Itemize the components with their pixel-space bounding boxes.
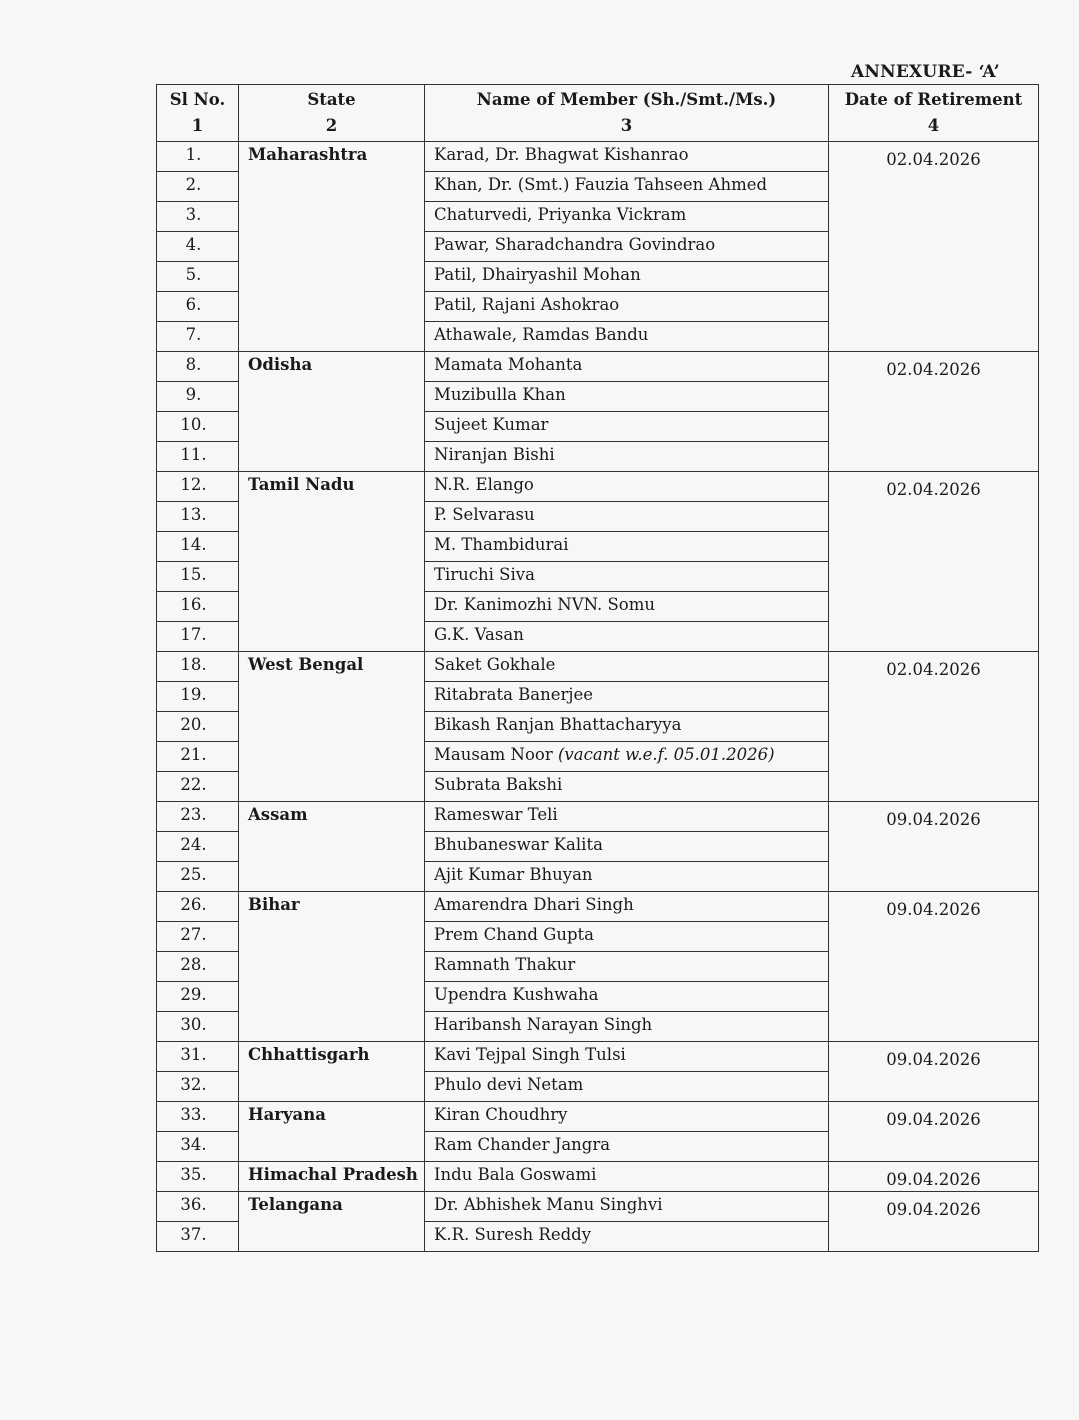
member-name: Saket Gokhale — [434, 655, 556, 674]
member-name-cell — [425, 322, 829, 352]
table-row — [157, 892, 1039, 922]
retirement-date-cell: 02.04.2026 — [829, 652, 1039, 802]
state-cell: Bihar — [239, 892, 425, 1042]
serial-number-cell: 21. — [157, 742, 239, 772]
state-cell: West Bengal — [239, 652, 425, 802]
member-name: Bikash Ranjan Bhattacharyya — [434, 715, 682, 734]
state-cell: Maharashtra — [239, 142, 425, 352]
serial-number-cell: 27. — [157, 922, 239, 952]
member-name-cell — [425, 772, 829, 802]
member-name: K.R. Suresh Reddy — [434, 1225, 592, 1244]
retirement-date-cell: 02.04.2026 — [829, 472, 1039, 652]
serial-number-cell: 1. — [157, 142, 239, 172]
serial-number-cell: 10. — [157, 412, 239, 442]
member-name: Mamata Mohanta — [434, 355, 583, 374]
header-state-number: 2 — [325, 116, 338, 135]
serial-number-cell: 9. — [157, 382, 239, 412]
member-name-cell — [425, 892, 829, 922]
member-name-cell — [425, 262, 829, 292]
header-retirement-date — [829, 85, 1039, 142]
serial-number-cell: 5. — [157, 262, 239, 292]
serial-number-cell: 34. — [157, 1132, 239, 1162]
member-name: Chaturvedi, Priyanka Vickram — [434, 205, 687, 224]
retirement-date-cell: 09.04.2026 — [829, 802, 1039, 892]
serial-number-cell: 31. — [157, 1042, 239, 1072]
header-state — [239, 85, 425, 142]
member-name-cell — [425, 382, 829, 412]
member-name: Subrata Bakshi — [434, 775, 563, 794]
member-name-cell — [425, 982, 829, 1012]
serial-number-cell: 22. — [157, 772, 239, 802]
table-row — [157, 352, 1039, 382]
member-name: G.K. Vasan — [434, 625, 524, 644]
member-name-cell — [425, 292, 829, 322]
member-name-cell — [425, 1222, 829, 1252]
annexure-label: ANNEXURE- ‘A’ — [851, 62, 1000, 82]
header-retirement-date-label: Date of Retirement — [844, 90, 1023, 109]
member-name-cell — [425, 1132, 829, 1162]
serial-number-cell: 14. — [157, 532, 239, 562]
serial-number-cell: 12. — [157, 472, 239, 502]
member-name-cell — [425, 1012, 829, 1042]
member-name-cell — [425, 622, 829, 652]
serial-number-cell: 2. — [157, 172, 239, 202]
header-retirement-date-number: 4 — [927, 116, 940, 135]
serial-number-cell: 13. — [157, 502, 239, 532]
serial-number-cell: 32. — [157, 1072, 239, 1102]
member-name: Khan, Dr. (Smt.) Fauzia Tahseen Ahmed — [434, 175, 768, 194]
table-row — [157, 1192, 1039, 1222]
serial-number-cell: 26. — [157, 892, 239, 922]
retirement-date-cell: 02.04.2026 — [829, 142, 1039, 352]
member-name-cell — [425, 862, 829, 892]
member-name: Niranjan Bishi — [434, 445, 555, 464]
state-cell: Tamil Nadu — [239, 472, 425, 652]
member-name-cell — [425, 742, 829, 772]
serial-number-cell: 17. — [157, 622, 239, 652]
member-name: Ritabrata Banerjee — [434, 685, 594, 704]
serial-number-cell: 11. — [157, 442, 239, 472]
table-body — [157, 142, 1039, 1252]
table-row — [157, 802, 1039, 832]
member-name: M. Thambidurai — [434, 535, 569, 554]
serial-number-cell: 16. — [157, 592, 239, 622]
serial-number-cell: 7. — [157, 322, 239, 352]
member-name-cell — [425, 1072, 829, 1102]
vacancy-note: (vacant w.e.f. 05.01.2026) — [558, 745, 775, 764]
header-sl-no-label: Sl No. — [169, 90, 226, 109]
serial-number-cell: 6. — [157, 292, 239, 322]
member-name: Sujeet Kumar — [434, 415, 549, 434]
serial-number-cell: 37. — [157, 1222, 239, 1252]
retirement-date-cell: 02.04.2026 — [829, 352, 1039, 472]
state-cell: Chhattisgarh — [239, 1042, 425, 1102]
serial-number-cell: 28. — [157, 952, 239, 982]
member-name-cell — [425, 352, 829, 382]
member-name-cell — [425, 202, 829, 232]
header-member-name-number: 3 — [620, 116, 633, 135]
table-row — [157, 652, 1039, 682]
header-state-label: State — [307, 90, 356, 109]
member-name: Kiran Choudhry — [434, 1105, 568, 1124]
serial-number-cell: 3. — [157, 202, 239, 232]
retirement-table — [156, 84, 1039, 1252]
retirement-date-cell: 09.04.2026 — [829, 892, 1039, 1042]
member-name: Kavi Tejpal Singh Tulsi — [434, 1045, 626, 1064]
member-name: Mausam Noor — [434, 745, 553, 764]
table-row — [157, 472, 1039, 502]
member-name-cell — [425, 592, 829, 622]
member-name-cell — [425, 412, 829, 442]
member-name: Ramnath Thakur — [434, 955, 576, 974]
state-cell: Odisha — [239, 352, 425, 472]
member-name: Tiruchi Siva — [434, 565, 535, 584]
member-name: Ajit Kumar Bhuyan — [434, 865, 593, 884]
member-name: Dr. Abhishek Manu Singhvi — [434, 1195, 663, 1214]
member-name-cell — [425, 562, 829, 592]
state-cell: Telangana — [239, 1192, 425, 1252]
header-sl-no — [157, 85, 239, 142]
state-cell: Assam — [239, 802, 425, 892]
member-name-cell — [425, 1042, 829, 1072]
member-name: Bhubaneswar Kalita — [434, 835, 603, 854]
header-member-name — [425, 85, 829, 142]
member-name-cell — [425, 832, 829, 862]
member-name-cell — [425, 232, 829, 262]
member-name: Ram Chander Jangra — [434, 1135, 611, 1154]
member-name: Pawar, Sharadchandra Govindrao — [434, 235, 716, 254]
retirement-date-cell: 09.04.2026 — [829, 1192, 1039, 1252]
table-row — [157, 142, 1039, 172]
member-name-cell — [425, 502, 829, 532]
state-cell: Himachal Pradesh — [239, 1162, 425, 1192]
header-row — [157, 85, 1039, 142]
header-member-name-label: Name of Member (Sh./Smt./Ms.) — [476, 90, 777, 109]
member-name: Patil, Dhairyashil Mohan — [434, 265, 641, 284]
serial-number-cell: 29. — [157, 982, 239, 1012]
member-name: Haribansh Narayan Singh — [434, 1015, 653, 1034]
member-name-cell — [425, 472, 829, 502]
member-name-cell — [425, 652, 829, 682]
serial-number-cell: 23. — [157, 802, 239, 832]
serial-number-cell: 24. — [157, 832, 239, 862]
serial-number-cell: 15. — [157, 562, 239, 592]
member-name: Upendra Kushwaha — [434, 985, 599, 1004]
member-name-cell — [425, 712, 829, 742]
member-name: Dr. Kanimozhi NVN. Somu — [434, 595, 656, 614]
member-name: Karad, Dr. Bhagwat Kishanrao — [434, 145, 689, 164]
retirement-date-cell: 09.04.2026 — [829, 1102, 1039, 1162]
member-name-cell — [425, 682, 829, 712]
header-sl-no-number: 1 — [191, 116, 204, 135]
member-name: P. Selvarasu — [434, 505, 535, 524]
member-name: Rameswar Teli — [434, 805, 558, 824]
serial-number-cell: 19. — [157, 682, 239, 712]
member-name: N.R. Elango — [434, 475, 534, 494]
serial-number-cell: 8. — [157, 352, 239, 382]
serial-number-cell: 18. — [157, 652, 239, 682]
table-row — [157, 1162, 1039, 1192]
serial-number-cell: 4. — [157, 232, 239, 262]
retirement-date-cell: 09.04.2026 — [829, 1162, 1039, 1192]
member-name-cell — [425, 532, 829, 562]
serial-number-cell: 35. — [157, 1162, 239, 1192]
member-name-cell — [425, 952, 829, 982]
table-row — [157, 1102, 1039, 1132]
member-name-cell — [425, 142, 829, 172]
serial-number-cell: 33. — [157, 1102, 239, 1132]
table-row — [157, 1042, 1039, 1072]
member-name-cell — [425, 442, 829, 472]
member-name: Muzibulla Khan — [434, 385, 566, 404]
serial-number-cell: 36. — [157, 1192, 239, 1222]
member-name-cell — [425, 1192, 829, 1222]
serial-number-cell: 25. — [157, 862, 239, 892]
member-name-cell — [425, 172, 829, 202]
member-name: Patil, Rajani Ashokrao — [434, 295, 620, 314]
serial-number-cell: 30. — [157, 1012, 239, 1042]
member-name: Athawale, Ramdas Bandu — [434, 325, 649, 344]
member-name-cell — [425, 1162, 829, 1192]
table-header — [157, 85, 1039, 142]
member-name: Amarendra Dhari Singh — [434, 895, 634, 914]
member-name-cell — [425, 922, 829, 952]
member-name-cell — [425, 1102, 829, 1132]
member-name: Prem Chand Gupta — [434, 925, 595, 944]
serial-number-cell: 20. — [157, 712, 239, 742]
state-cell: Haryana — [239, 1102, 425, 1162]
member-name: Phulo devi Netam — [434, 1075, 584, 1094]
retirement-date-cell: 09.04.2026 — [829, 1042, 1039, 1102]
member-name-cell — [425, 802, 829, 832]
member-name: Indu Bala Goswami — [434, 1165, 597, 1184]
